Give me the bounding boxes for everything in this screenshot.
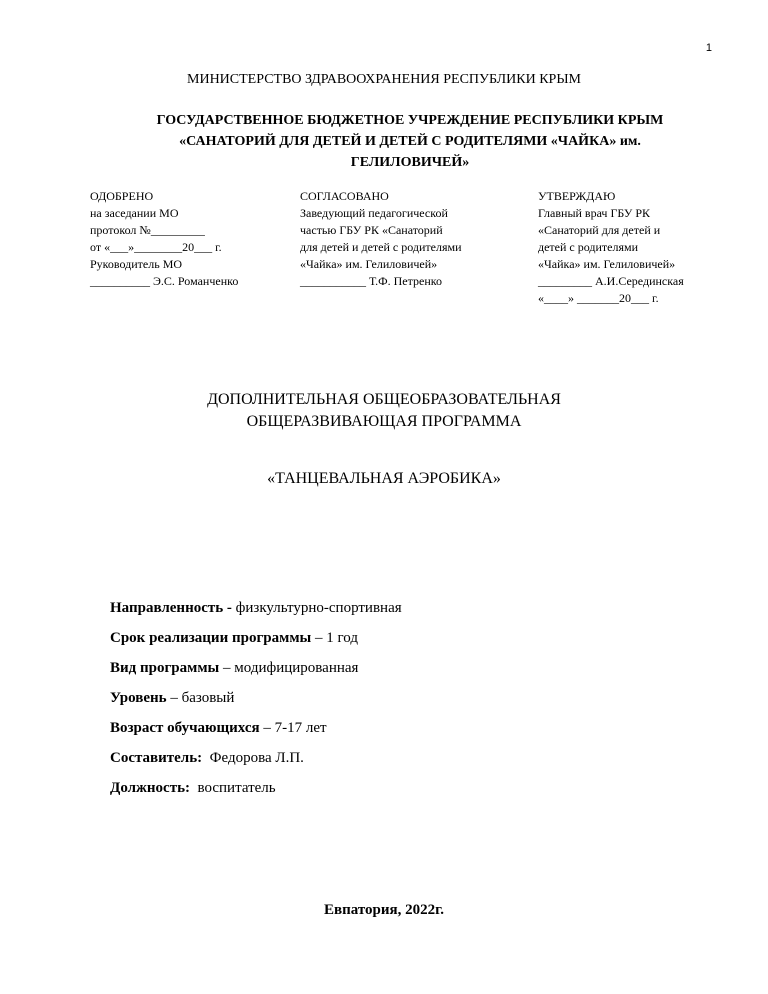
confirm-line: «Санаторий для детей и [538,223,661,237]
approved-block [90,188,238,290]
program-type [0,389,768,433]
detail-orientation [110,599,402,629]
program-title: «ТАНЦЕВАЛЬНАЯ АЭРОБИКА» [267,470,501,487]
detail-level [110,689,402,719]
ministry-name: МИНИСТЕРСТВО ЗДРАВООХРАНЕНИЯ РЕСПУБЛИКИ КРЫМ [187,72,581,87]
detail-author [110,749,402,779]
agreed-line: частью ГБУ РК «Санаторий [300,223,443,237]
program-details [110,599,402,809]
confirm-line: детей с родителями [538,240,639,254]
agreed-heading: СОГЛАСОВАНО [300,189,389,203]
confirm-heading: УТВЕРЖДАЮ [538,189,616,203]
approved-line: от «___»________20___ г. [90,240,222,254]
detail-value: – 1 год [311,630,358,646]
approved-signature: __________ Э.С. Романченко [90,274,239,288]
institution-line: ГОСУДАРСТВЕННОЕ БЮДЖЕТНОЕ УЧРЕЖДЕНИЕ РЕСПУБЛИКИ КРЫМ [156,113,664,128]
detail-label: Составитель: [110,750,203,766]
agreed-line: для детей и детей с родителями [300,240,462,254]
agreed-block [300,188,461,290]
approved-line: Руководитель МО [90,257,183,271]
detail-label: Возраст обучающихся [110,720,260,736]
institution-line: «САНАТОРИЙ ДЛЯ ДЕТЕЙ И ДЕТЕЙ С РОДИТЕЛЯМИ «ЧАЙКА» им. [179,134,641,149]
detail-label: Должность: [110,780,191,796]
agreed-signature: ___________ Т.Ф. Петренко [300,274,442,288]
agreed-line: «Чайка» им. Гелиловичей» [300,257,438,271]
detail-value: физкультурно-спортивная [231,600,402,616]
confirm-date: «____» _______20___ г. [538,291,659,305]
confirm-line: Главный врач ГБУ РК [538,206,651,220]
agreed-line: Заведующий педагогической [300,206,448,220]
detail-label: Срок реализации программы [110,630,312,646]
institution-name [120,110,700,173]
confirm-line: «Чайка» им. Гелиловичей» [538,257,676,271]
detail-value: – 7-17 лет [259,720,327,736]
confirm-block [538,188,684,307]
page-number: 1 [705,42,712,54]
detail-age [110,719,402,749]
institution-line: ГЕЛИЛОВИЧЕЙ» [350,155,470,170]
detail-label: Уровень [110,690,167,706]
approved-line: протокол №_________ [90,223,205,237]
approved-line: на заседании МО [90,206,179,220]
detail-position [110,779,402,809]
detail-duration [110,629,402,659]
detail-program-kind [110,659,402,689]
place-and-year: Евпатория, 2022г. [324,902,444,918]
detail-value: Федорова Л.П. [202,750,304,766]
detail-value: воспитатель [190,780,276,796]
program-type-line: ОБЩЕРАЗВИВАЮЩАЯ ПРОГРАММА [246,413,522,430]
detail-value: – базовый [166,690,235,706]
program-type-line: ДОПОЛНИТЕЛЬНАЯ ОБЩЕОБРАЗОВАТЕЛЬНАЯ [207,391,561,408]
detail-label: Вид программы [110,660,220,676]
confirm-signature: _________ А.И.Серединская [538,274,684,288]
detail-label: Направленность - [110,600,232,616]
detail-value: – модифицированная [219,660,359,676]
approved-heading: ОДОБРЕНО [90,189,154,203]
